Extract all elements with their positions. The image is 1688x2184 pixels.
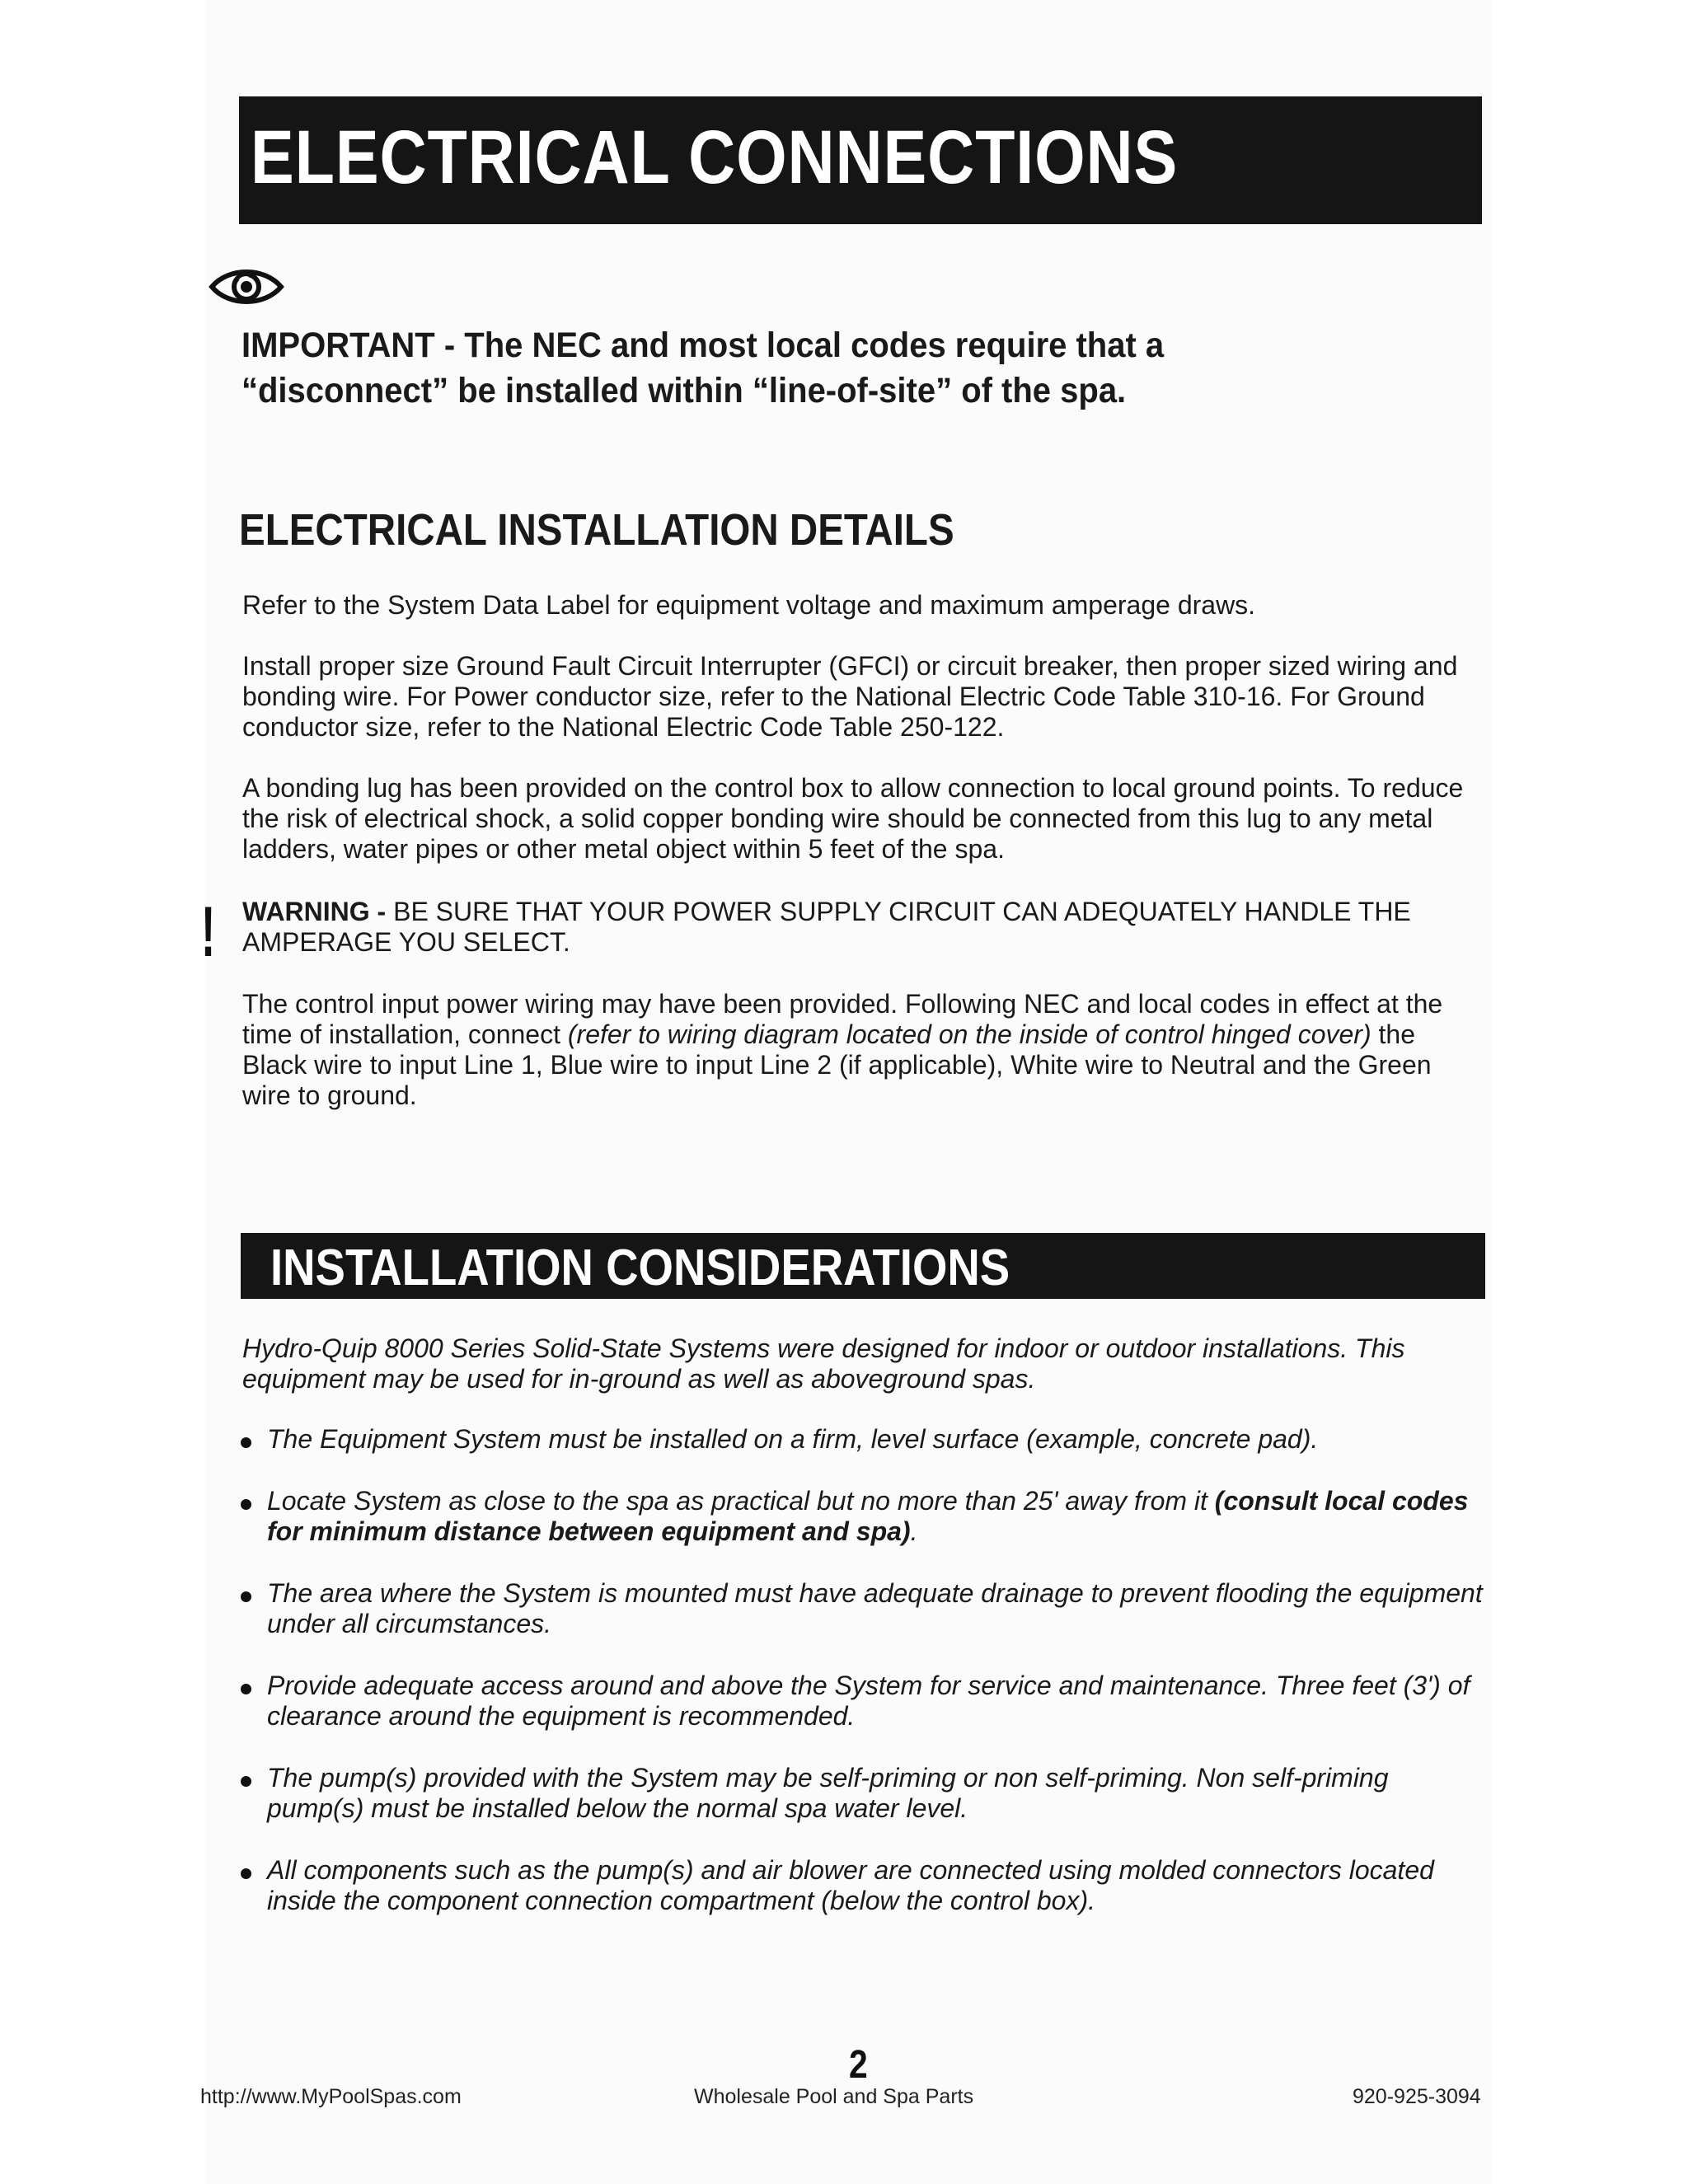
- footer-url[interactable]: http://www.MyPoolSpas.com: [200, 2085, 462, 2108]
- important-notice: IMPORTANT - The NEC and most local codes require that a “disconnect” be installed within “line-of-site” of the spa.: [241, 326, 1165, 410]
- bullet-icon: [241, 1437, 251, 1448]
- bullet-icon: [241, 1868, 251, 1879]
- footer-phone: 920-925-3094: [1353, 2085, 1481, 2108]
- eye-icon: [209, 265, 284, 308]
- section-banner-considerations: [241, 1233, 1485, 1299]
- list-item: Locate System as close to the spa as practical but no more than 25' away from it (consult local codes for minimum distance between equipment and spa).: [239, 1486, 1492, 1547]
- bullet-icon: [241, 1684, 251, 1694]
- warning-label: WARNING -: [242, 897, 387, 926]
- page-number: 2: [849, 2043, 868, 2087]
- paragraph-bonding-lug: A bonding lug has been provided on the control box to allow connection to local ground points. To reduce the risk of electrical shock, a solid copper bonding wire should be connected from this lug to any metal ladders, water pipes or other metal object within 5 feet of the spa.: [242, 773, 1464, 864]
- paragraph-gfci: Install proper size Ground Fault Circuit Interrupter (GFCI) or circuit breaker, then proper sized wiring and bonding wire. For Power conductor size, refer to the National Electric Code Table 310-16. For Ground conductor size, refer to the National Electric Code Table 250-122.: [242, 651, 1458, 742]
- wiring-text-start: The control input power wiring may have been provided. Following NEC and local codes in effect at the time of installation, connect: [242, 989, 1443, 1049]
- list-item: Provide adequate access around and above the System for service and maintenance. Three feet (3') of clearance around the equipment is recommended.: [239, 1671, 1492, 1732]
- page-title: ELECTRICAL CONNECTIONS: [251, 115, 1179, 199]
- page-title-banner: [239, 96, 1482, 224]
- considerations-list: [239, 1424, 1492, 1947]
- list-item: The Equipment System must be installed on a firm, level surface (example, concrete pad).: [239, 1424, 1492, 1455]
- bullet-icon: [241, 1591, 251, 1602]
- bullet-icon: [241, 1499, 251, 1510]
- list-item: The area where the System is mounted must have adequate drainage to prevent flooding the equipment under all circumstances.: [239, 1578, 1492, 1639]
- warning-exclamation-icon: !: [201, 893, 216, 972]
- warning-paragraph: [242, 897, 1487, 958]
- section-heading-electrical-details: ELECTRICAL INSTALLATION DETAILS: [239, 505, 954, 555]
- considerations-intro: Hydro-Quip 8000 Series Solid-State Systems were designed for indoor or outdoor installations. This equipment may be used for in-ground as well as aboveground spas.: [242, 1333, 1405, 1394]
- paragraph-input-wiring: [242, 989, 1487, 1111]
- footer-center-text: Wholesale Pool and Spa Parts: [694, 2085, 974, 2108]
- paragraph-data-label: Refer to the System Data Label for equipment voltage and maximum amperage draws.: [242, 590, 1256, 620]
- section-heading-considerations: INSTALLATION CONSIDERATIONS: [270, 1240, 1010, 1296]
- list-item: All components such as the pump(s) and air blower are connected using molded connectors located inside the component connection compartment (below the control box).: [239, 1855, 1492, 1916]
- wiring-diagram-reference: (refer to wiring diagram located on the inside of control hinged cover): [567, 1019, 1372, 1049]
- warning-text: BE SURE THAT YOUR POWER SUPPLY CIRCUIT CAN ADEQUATELY HANDLE THE AMPERAGE YOU SELECT.: [242, 897, 1411, 957]
- list-item: The pump(s) provided with the System may be self-priming or non self-priming. Non self-priming pump(s) must be installed below the normal spa water level.: [239, 1763, 1492, 1824]
- wiring-text-end: the Black wire to input Line 1, Blue wire to input Line 2 (if applicable), White wire to Neutral and the Green wire to ground.: [242, 1019, 1432, 1110]
- bullet-icon: [241, 1776, 251, 1787]
